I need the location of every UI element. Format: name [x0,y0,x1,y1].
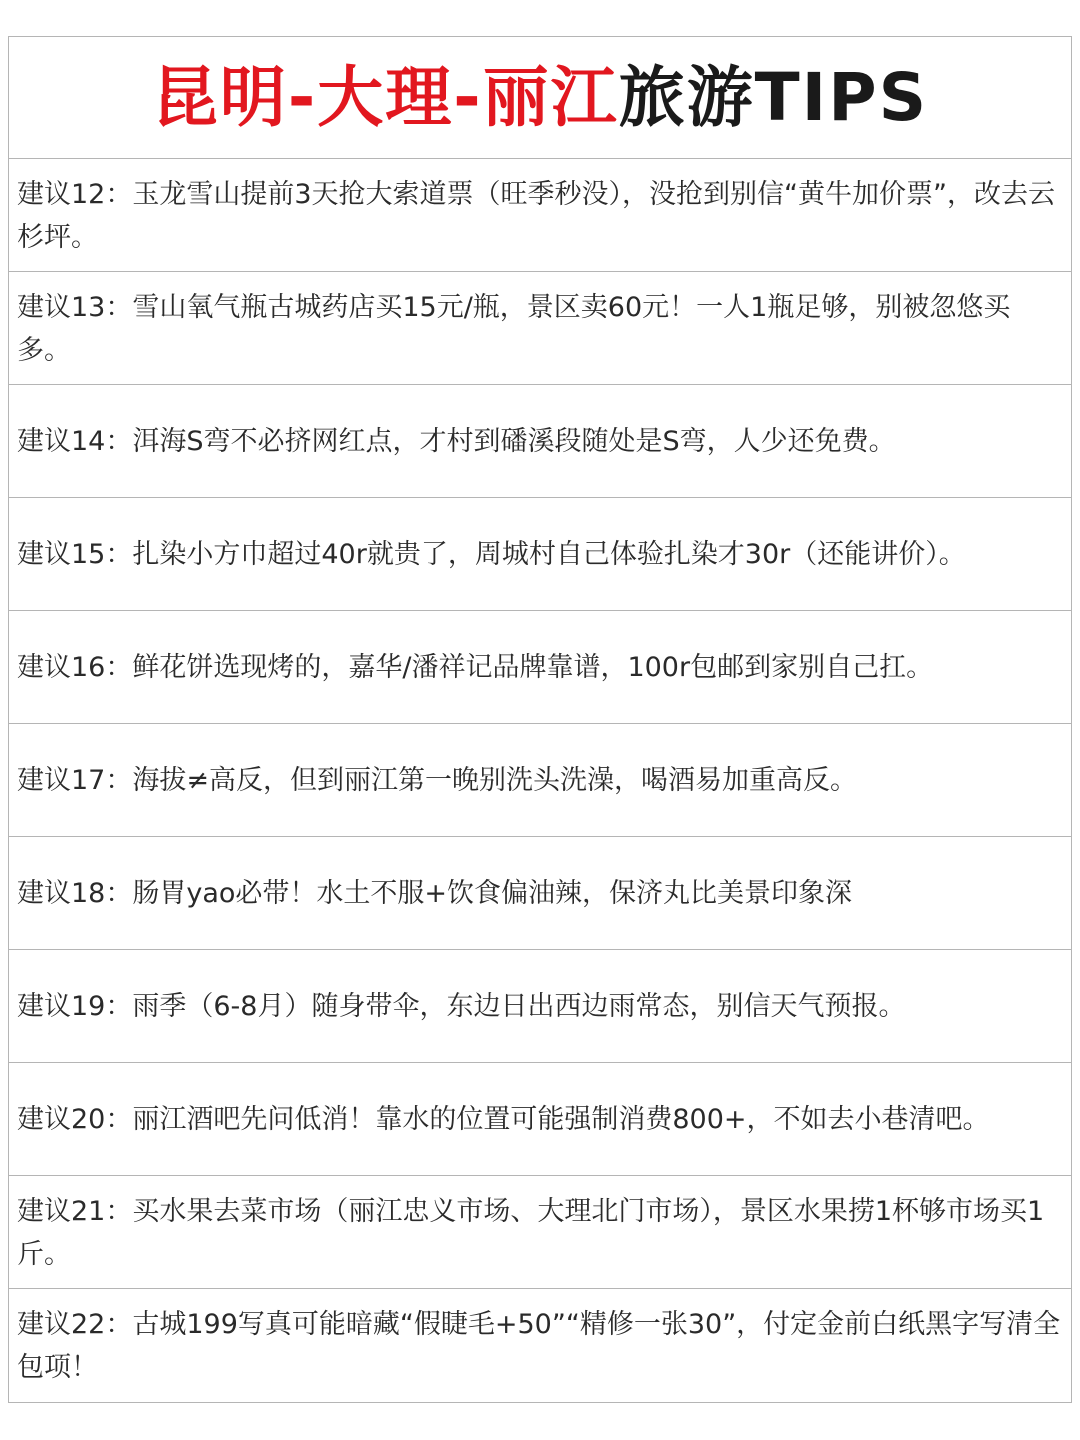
tip-text: 建议19：雨季（6-8月）随身带伞，东边日出西边雨常态，别信天气预报。 [17,990,906,1022]
tip-text: 建议15：扎染小方巾超过40r就贵了，周城村自己体验扎染才30r（还能讲价）。 [17,538,966,570]
tip-text: 建议18：肠胃yao必带！水土不服+饮食偏油辣，保济丸比美景印象深 [17,877,853,909]
tip-text: 建议21：买水果去菜市场（丽江忠义市场、大理北门市场），景区水果捞1杯够市场买1斤。 [17,1196,1045,1270]
tip-row [9,950,1071,1063]
tip-text: 建议22：古城199写真可能暗藏“假睫毛+50”“精修一张30”，付定金前白纸黑字写清全包项！ [17,1309,1061,1383]
tip-row [9,498,1071,611]
tip-row [9,385,1071,498]
tip-text: 建议13：雪山氧气瓶古城药店买15元/瓶，景区卖60元！一人1瓶足够，别被忽悠买多。 [17,292,1011,366]
page-title [151,58,929,136]
tip-text: 建议14：洱海S弯不必挤网红点，才村到磻溪段随处是S弯，人少还免费。 [17,425,896,457]
tip-row [9,837,1071,950]
tip-text: 建议20：丽江酒吧先问低消！靠水的位置可能强制消费800+，不如去小巷清吧。 [17,1103,990,1135]
title-suffix: 旅游TIPS [618,58,929,136]
tip-row [9,1289,1071,1402]
tips-table [8,36,1072,1403]
tip-text: 建议16：鲜花饼选现烤的，嘉华/潘祥记品牌靠谱，100r包邮到家别自己扛。 [17,651,934,683]
tip-row [9,724,1071,837]
tip-text: 建议17：海拔≠高反，但到丽江第一晚别洗头洗澡，喝酒易加重高反。 [17,764,857,796]
tip-row [9,1176,1071,1289]
tip-row [9,272,1071,385]
tip-row [9,159,1071,272]
tip-row [9,1063,1071,1176]
tip-row [9,611,1071,724]
title-route: 昆明-大理-丽江 [151,58,619,136]
tip-text: 建议12：玉龙雪山提前3天抢大索道票（旺季秒没），没抢到别信“黄牛加价票”，改去云杉坪。 [17,179,1056,253]
title-row [9,37,1071,159]
